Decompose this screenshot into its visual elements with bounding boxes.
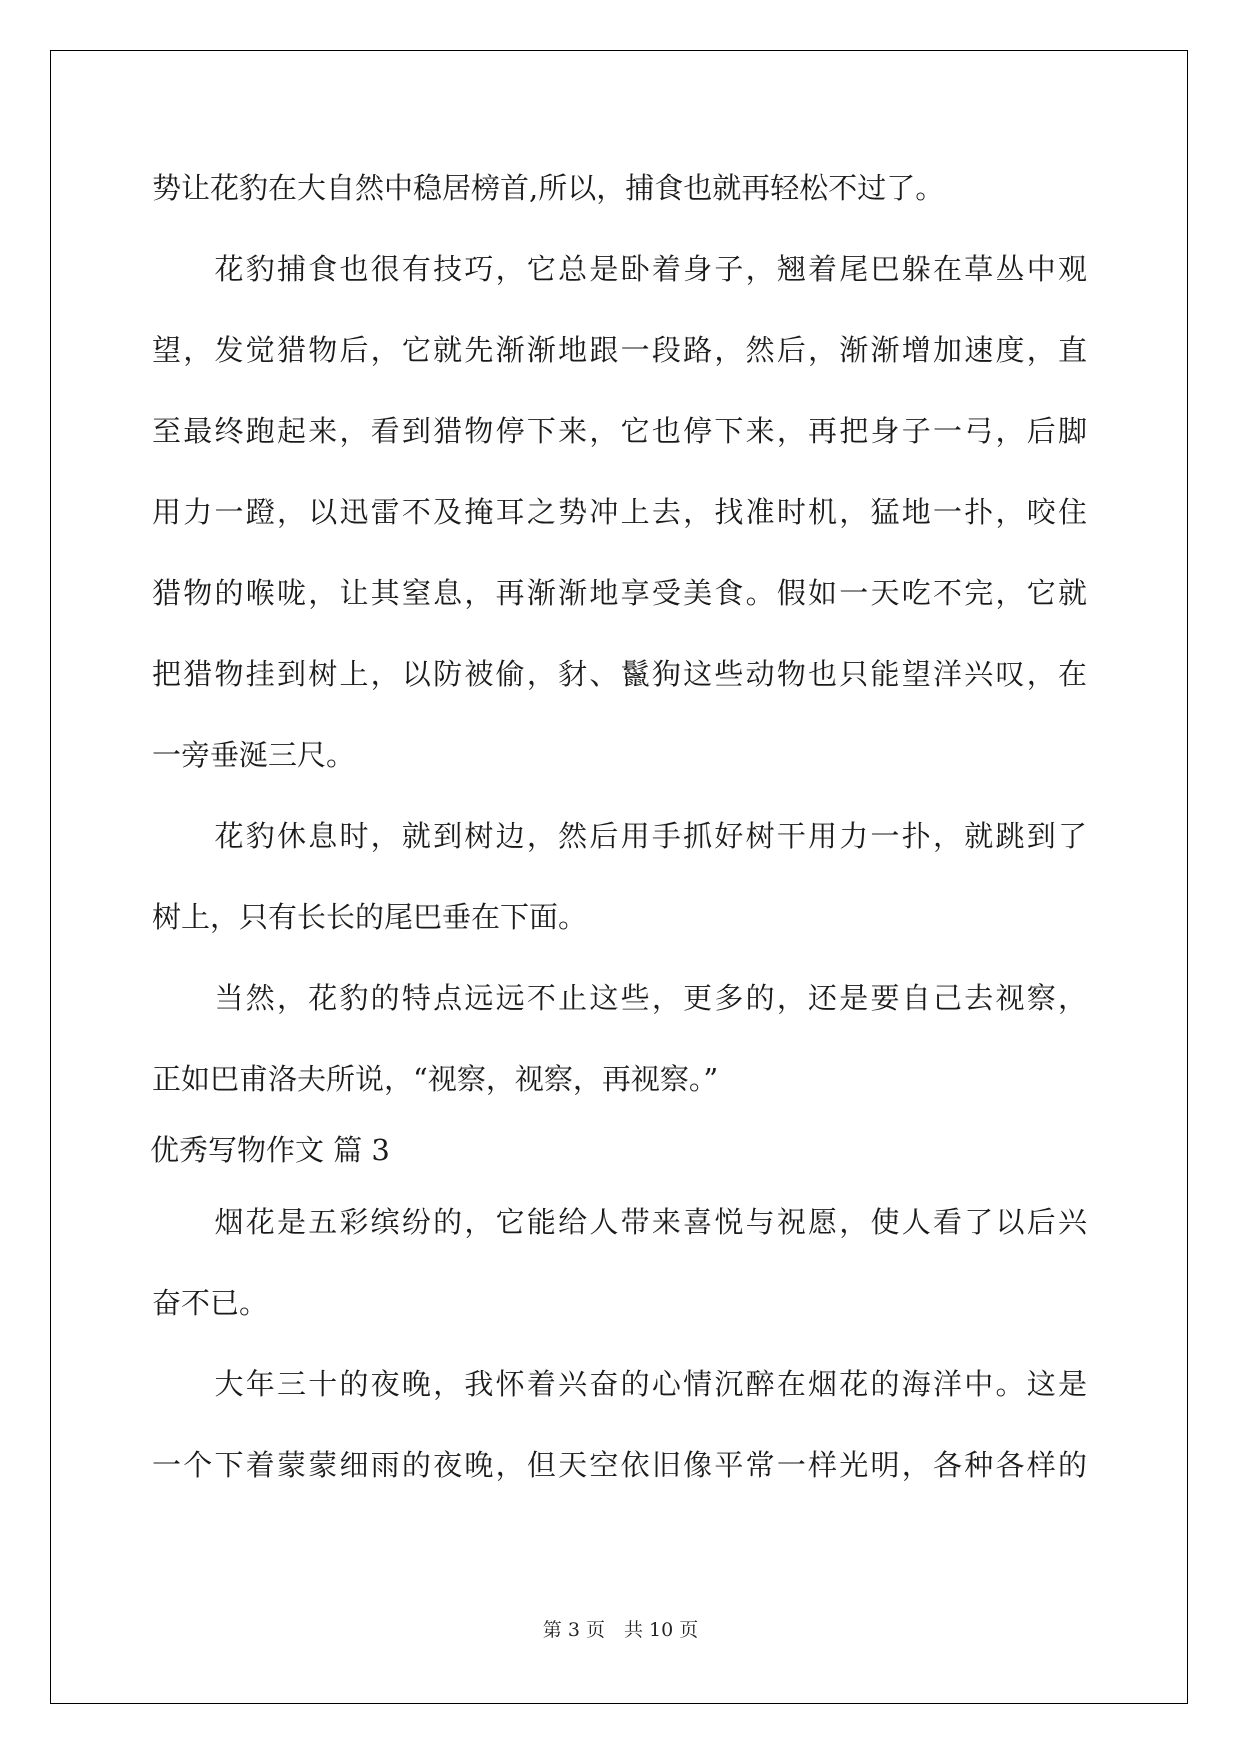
text-line: 花豹捕食也很有技巧，它总是卧着身子，翘着尾巴躲在草丛中观 — [152, 252, 1087, 286]
text-line: 树上，只有长长的尾巴垂在下面。 — [152, 900, 588, 934]
text-line: 烟花是五彩缤纷的，它能给人带来喜悦与祝愿，使人看了以后兴 — [152, 1205, 1087, 1239]
text-line: 奋不已。 — [152, 1286, 269, 1320]
page-footer — [0, 1618, 1241, 1642]
page-number: 第 3 页 共 10 页 — [542, 1619, 699, 1641]
text-line: 猎物的喉咙，让其窒息，再渐渐地享受美食。假如一天吃不完，它就 — [152, 576, 1087, 610]
text-line: 至最终跑起来，看到猎物停下来，它也停下来，再把身子一弓，后脚 — [152, 414, 1087, 448]
text-line: 一旁垂涎三尺。 — [152, 738, 356, 772]
text-line: 大年三十的夜晚，我怀着兴奋的心情沉醉在烟花的海洋中。这是 — [152, 1367, 1087, 1401]
text-line: 正如巴甫洛夫所说，“视察，视察，再视察。” — [152, 1062, 719, 1096]
section-heading: 优秀写物作文 篇 3 — [150, 1133, 390, 1167]
text-line: 用力一蹬，以迅雷不及掩耳之势冲上去，找准时机，猛地一扑，咬住 — [152, 495, 1087, 529]
text-line: 把猎物挂到树上，以防被偷，豺、鬣狗这些动物也只能望洋兴叹，在 — [152, 657, 1087, 691]
text-line: 花豹休息时，就到树边，然后用手抓好树干用力一扑，就跳到了 — [152, 819, 1087, 853]
text-line: 望，发觉猎物后，它就先渐渐地跟一段路，然后，渐渐增加速度，直 — [152, 333, 1087, 367]
text-line: 当然，花豹的特点远远不止这些，更多的，还是要自己去视察， — [152, 981, 1087, 1015]
text-line: 势让花豹在大自然中稳居榜首,所以，捕食也就再轻松不过了。 — [152, 171, 945, 205]
text-line: 一个下着蒙蒙细雨的夜晚，但天空依旧像平常一样光明，各种各样的 — [152, 1448, 1087, 1482]
